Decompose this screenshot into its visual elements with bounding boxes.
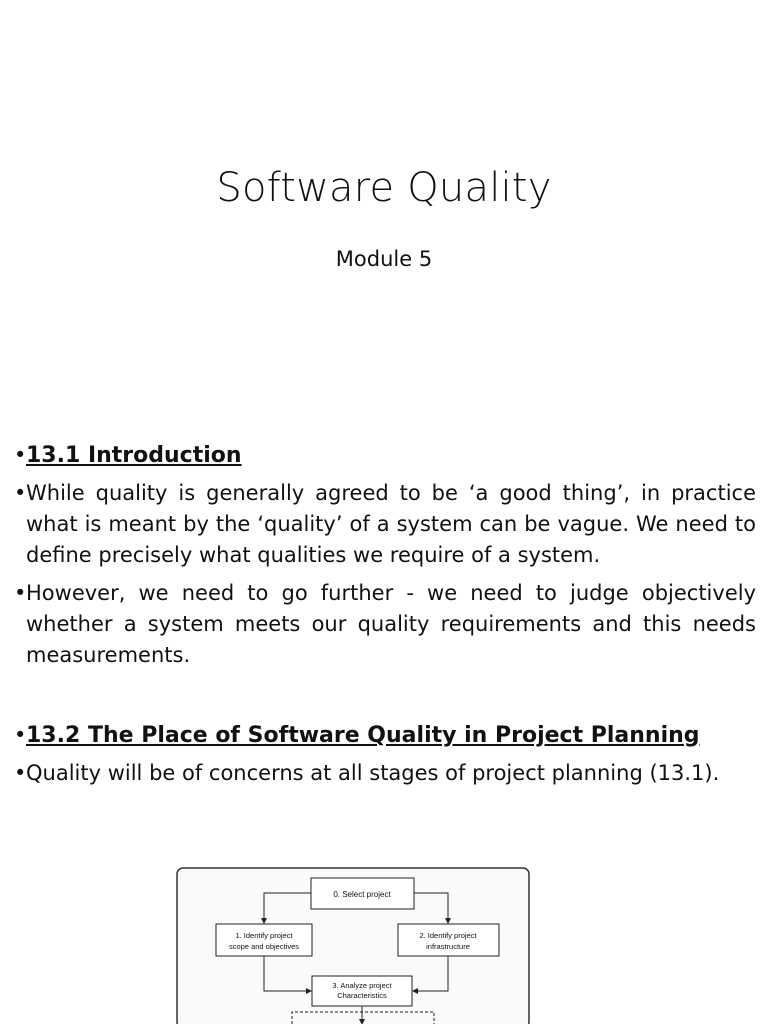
section-place-of-quality <box>14 720 756 796</box>
select-project-label: 0. Select project <box>333 890 391 899</box>
analyze-characteristics-label: Characteristics <box>337 991 387 1000</box>
bullet-text: While quality is generally agreed to be ‘a good thing’, in practice what is meant by the ‘quality’ of a system can be vague. We need to define precisely what qualities we require of a system. <box>26 481 756 567</box>
section-introduction <box>14 440 756 678</box>
bullet-text: Quality will be of concerns at all stages of project planning (13.1). <box>26 761 720 785</box>
section-heading: 13.2 The Place of Software Quality in Project Planning <box>26 723 700 748</box>
identify-scope-label: 1. Identify project <box>235 931 293 940</box>
identify-scope-box <box>216 924 312 956</box>
analyze-characteristics-label: 3. Analyze project <box>332 981 392 990</box>
identify-infrastructure-label: infrastructure <box>426 942 470 951</box>
bullet-dot: • <box>14 581 27 605</box>
project-planning-diagram <box>176 866 532 1024</box>
identify-infrastructure-box <box>398 924 499 956</box>
section-heading: 13.1 Introduction <box>26 443 242 468</box>
identify-scope-label: scope and objectives <box>228 942 300 951</box>
bullet-item <box>14 720 756 751</box>
bullet-item <box>14 578 756 671</box>
slide-title: Software Quality <box>216 165 552 211</box>
identify-infrastructure-label: 2. Identify project <box>419 931 477 940</box>
slide-subtitle: Module 5 <box>335 247 433 271</box>
bullet-dot: • <box>14 761 27 785</box>
bullet-text: However, we need to go further - we need to judge objectively whether a system meets our quality requirements and this needs measurements. <box>26 581 756 667</box>
bullet-item <box>14 758 756 789</box>
bullet-dot: • <box>14 443 27 467</box>
bullet-item <box>14 478 756 571</box>
bullet-item <box>14 440 756 471</box>
bullet-dot: • <box>14 723 27 747</box>
bullet-dot: • <box>14 481 27 505</box>
